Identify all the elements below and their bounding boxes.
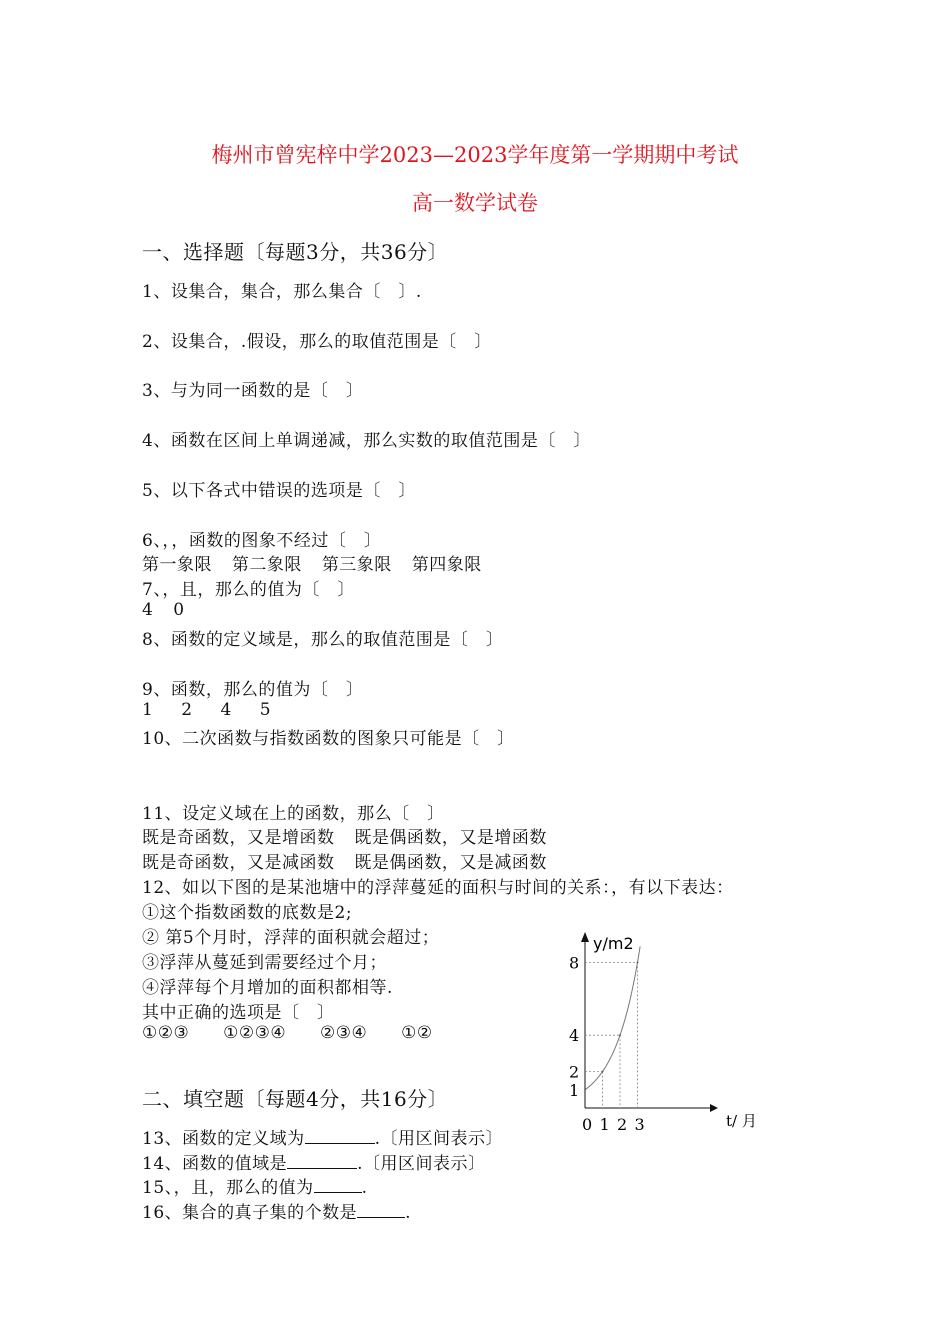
x-tick-label: 1: [599, 1115, 610, 1134]
growth-curve: [585, 946, 640, 1089]
question-12-statement-3: ③浮萍从蔓延到需要经过个月；: [142, 953, 387, 973]
question-14-text: 14、函数的值域是: [142, 1154, 288, 1174]
answer-blank[interactable]: [357, 1203, 405, 1218]
x-tick-label: 0: [582, 1115, 593, 1134]
question-13-note: .〔用区间表示〕: [374, 1129, 504, 1149]
y-tick-label: 1: [569, 1080, 580, 1100]
growth-chart: [560, 920, 770, 1140]
section2-heading: 二、填空题〔每题4分，共16分〕: [142, 1087, 449, 1111]
data-point: [602, 1071, 604, 1073]
y-tick-label: 8: [569, 953, 580, 973]
option: 4: [220, 700, 232, 720]
question-12-options: [142, 1023, 447, 1043]
option: 2: [181, 700, 193, 720]
question-15-note: .: [361, 1178, 368, 1198]
x-tick-label: 3: [634, 1115, 645, 1134]
y-axis-label: y/m2: [593, 934, 634, 953]
question-12-ask: 其中正确的选项是〔 〕: [142, 1003, 335, 1023]
question-16-text: 16、集合的真子集的个数是: [142, 1203, 358, 1223]
question-16-note: .: [405, 1203, 412, 1223]
option: 既是奇函数，又是减函数: [142, 853, 335, 873]
question-13: [142, 1124, 503, 1149]
x-axis-arrow: [710, 1104, 718, 1112]
question-3: 3、与为同一函数的是〔 〕: [142, 381, 364, 401]
option: 5: [259, 700, 272, 720]
data-point: [584, 1089, 586, 1091]
question-12-statement-1: ①这个指数函数的底数是2;: [142, 903, 353, 923]
option: 既是奇函数，又是增函数: [142, 828, 335, 848]
option: ①②③: [142, 1023, 190, 1043]
question-12-statement-4: ④浮萍每个月增加的面积都相等.: [142, 978, 393, 998]
question-15: [142, 1173, 368, 1198]
question-16: [142, 1198, 411, 1223]
option: ①②③④: [223, 1023, 287, 1043]
answer-blank[interactable]: [305, 1129, 375, 1144]
option: 第四象限: [411, 555, 482, 575]
answer-blank[interactable]: [287, 1154, 357, 1169]
question-4: 4、函数在区间上单调递减，那么实数的取值范围是〔 〕: [142, 431, 591, 451]
question-12: 12、如以下图的是某池塘中的浮萍蔓延的面积与时间的关系：，有以下表达：: [142, 878, 734, 898]
option: 4: [142, 600, 154, 620]
exam-title: 梅州市曾宪梓中学2023—2023学年度第一学期期中考试: [211, 143, 739, 167]
question-11-options-row1: [142, 823, 561, 848]
question-8: 8、函数的定义域是，那么的取值范围是〔 〕: [142, 630, 504, 650]
data-point: [637, 962, 639, 964]
y-axis-arrow: [581, 932, 589, 942]
question-14: [142, 1149, 486, 1174]
option: 既是偶函数，又是减函数: [354, 853, 547, 873]
question-5: 5、以下各式中错误的选项是〔 〕: [142, 481, 416, 501]
question-6: 6、，，函数的图象不经过〔 〕: [142, 531, 382, 551]
question-11-options-row2: [142, 848, 561, 873]
option: ①②: [401, 1023, 433, 1043]
option: ②③④: [320, 1023, 368, 1043]
question-11: 11、设定义域在上的函数，那么〔 〕: [142, 804, 445, 824]
y-tick-label: 2: [569, 1062, 580, 1082]
question-15-text: 15、，且，那么的值为: [142, 1178, 314, 1198]
question-2: 2、设集合，.假设，那么的取值范围是〔 〕: [142, 332, 492, 352]
option: 第二象限: [231, 555, 302, 575]
option: 0: [173, 600, 185, 620]
question-7: 7、，且，那么的值为〔 〕: [142, 580, 355, 600]
question-9-options: [142, 700, 285, 720]
option: 既是偶函数，又是增函数: [354, 828, 547, 848]
x-axis-label: t/ 月: [726, 1112, 757, 1130]
question-14-note: .〔用区间表示〕: [357, 1154, 486, 1174]
option: 第三象限: [321, 555, 392, 575]
question-9: 9、函数，那么的值为〔 〕: [142, 680, 364, 700]
y-tick-label: 4: [569, 1026, 580, 1046]
exam-subtitle: 高一数学试卷: [412, 191, 538, 215]
answer-blank[interactable]: [314, 1178, 362, 1193]
question-13-text: 13、函数的定义域为: [142, 1129, 305, 1149]
question-12-statement-2: ② 第5个月时，浮萍的面积就会超过；: [142, 928, 440, 948]
option: 第一象限: [142, 555, 212, 575]
question-10: 10、二次函数与指数函数的图象只可能是〔 〕: [142, 729, 515, 749]
option: 1: [142, 700, 154, 720]
question-7-options: [142, 600, 199, 620]
question-6-options: [142, 550, 496, 575]
data-point: [619, 1034, 621, 1036]
section1-heading: 一、选择题〔每题3分，共36分〕: [142, 240, 449, 264]
question-1: 1、设集合，集合，那么集合〔 〕.: [142, 282, 422, 302]
x-tick-label: 2: [617, 1115, 628, 1134]
